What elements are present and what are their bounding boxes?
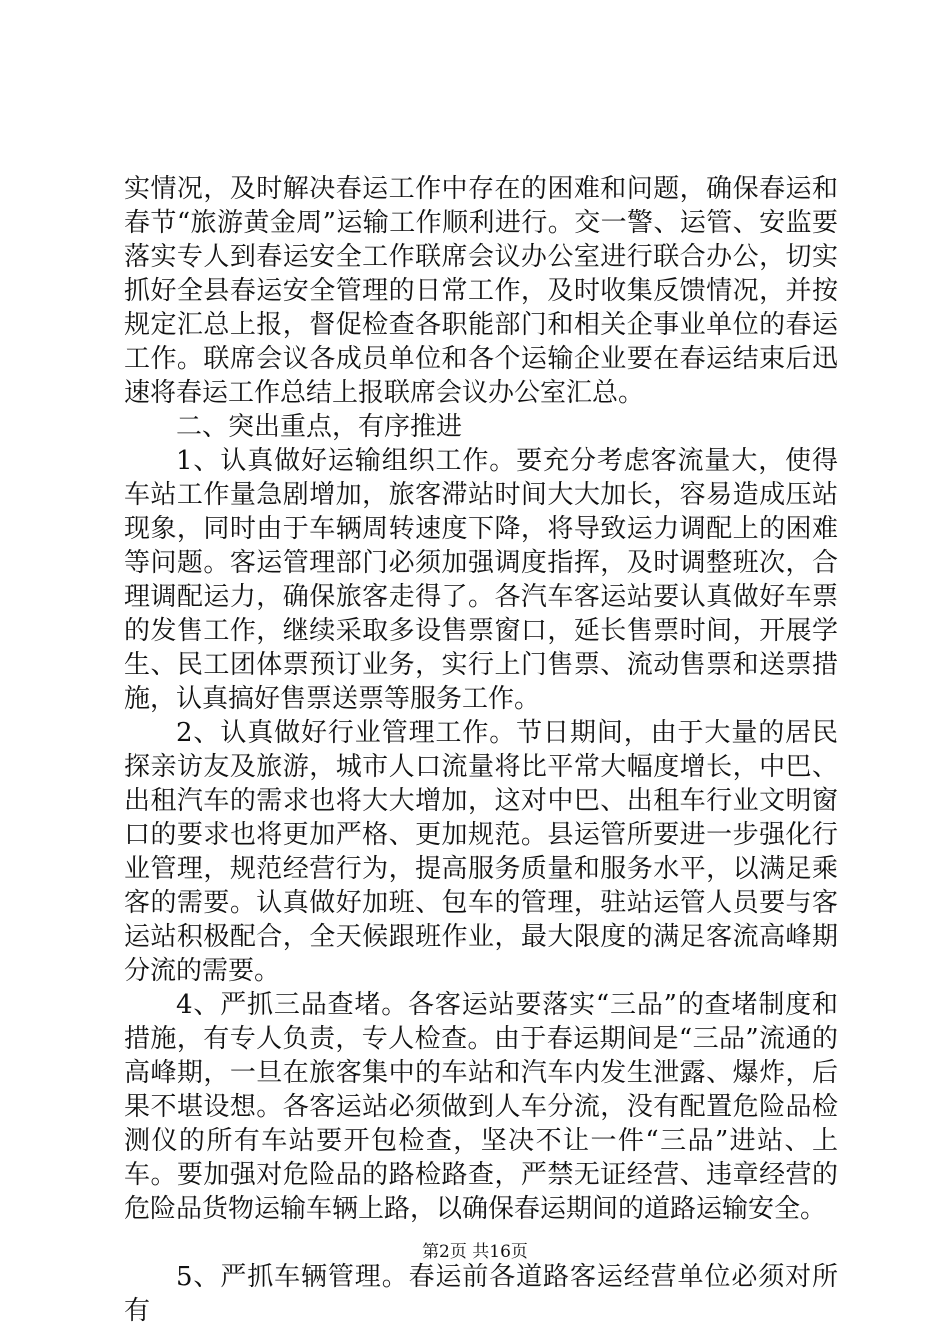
paragraph-industry-management: 2、认真做好行业管理工作。节日期间，由于大量的居民探亲访友及旅游，城市人口流量将比平常大幅度增长，中巴、出租汽车的需求也将大大增加，这对中巴、出租车行业文明窗口的要求也将更加严格、更加规范。县运管所要进一步强化行业管理，规范经营行为，提高服务质量和服务水平，以满足乘客的需要。认真做好加班、包车的管理，驻站运管人员要与客运站积极配合，全天候跟班作业，最大限度的满足客流高峰期分流的需要。 — [124, 718, 838, 986]
paragraph-transport-organization: 1、认真做好运输组织工作。要充分考虑客流量大，使得车站工作量急剧增加，旅客滞站时间大大加长，容易造成压站现象，同时由于车辆周转速度下降，将导致运力调配上的困难等问题。客运管理部门必须加强调度指挥，及时调整班次，合理调配运力，确保旅客走得了。各汽车客运站要认真做好车票的发售工作，继续采取多设售票窗口，延长售票时间，开展学生、民工团体票预订业务，实行上门售票、流动售票和送票措施，认真搞好售票送票等服务工作。 — [124, 446, 838, 714]
paragraph-three-items-check: 4、严抓三品查堵。各客运站要落实“三品”的查堵制度和措施，有专人负责，专人检查。由于春运期间是“三品”流通的高峰期，一旦在旅客集中的车站和汽车内发生泄露、爆炸，后果不堪设想。各客运站必须做到人车分流，没有配置危险品检测仪的所有车站要开包检查，坚决不让一件“三品”进站、上车。要加强对危险品的路检路查，严禁无证经营、违章经营的危险品货物运输车辆上路，以确保春运期间的道路运输安全。 — [124, 990, 838, 1224]
page-number-footer: 第2页 共16页 — [422, 1242, 528, 1262]
section-heading: 二、突出重点，有序推进 — [176, 412, 463, 442]
document-body — [124, 172, 838, 1328]
paragraph-continuation: 实情况，及时解决春运工作中存在的困难和问题，确保春运和春节“旅游黄金周”运输工作顺利进行。交一警、运管、安监要落实专人到春运安全工作联席会议办公室进行联合办公，切实抓好全县春运安全管理的日常工作，及时收集反馈情况，并按规定汇总上报，督促检查各职能部门和相关企事业单位的春运工作。联席会议各成员单位和各个运输企业要在春运结束后迅速将春运工作总结上报联席会议办公室汇总。 — [124, 174, 838, 408]
paragraph-vehicle-management: 5、严抓车辆管理。春运前各道路客运经营单位必须对所有 — [124, 1262, 838, 1326]
